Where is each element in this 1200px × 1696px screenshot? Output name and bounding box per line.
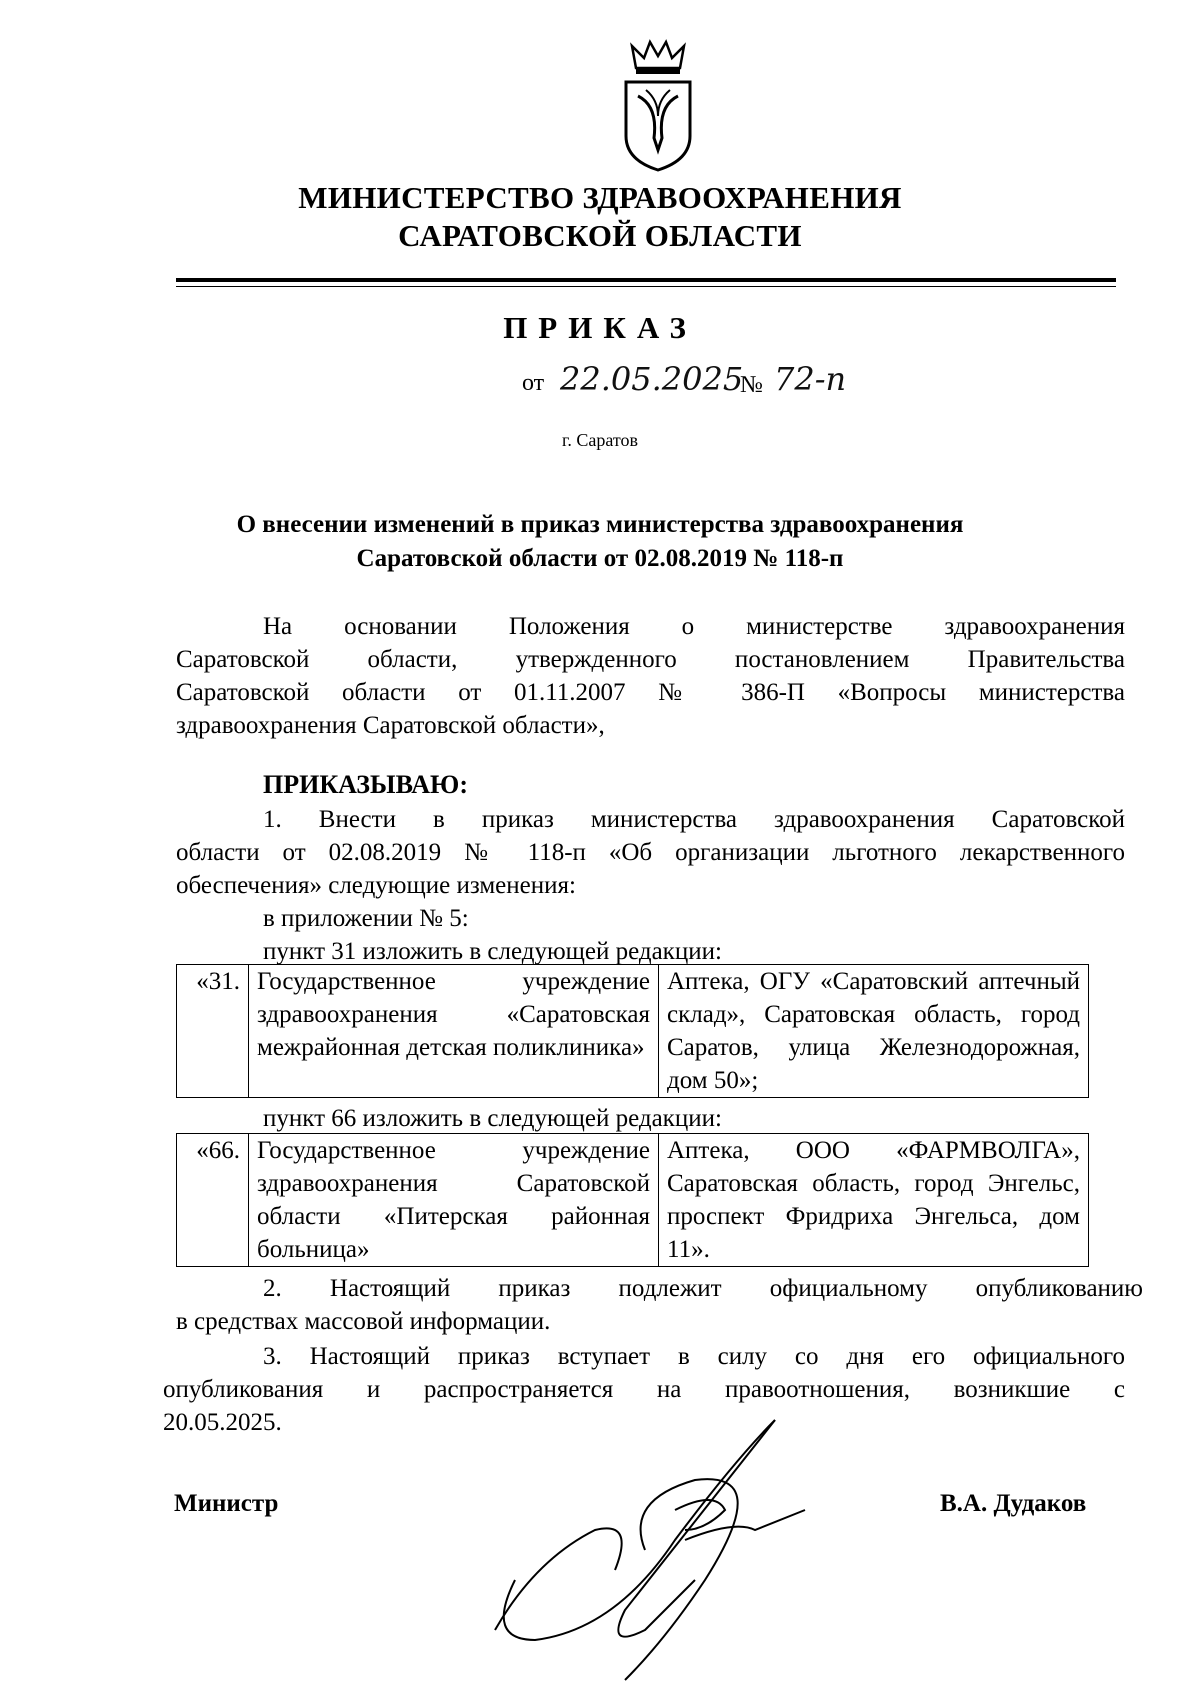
ministry-name-line2: САРАТОВСКОЙ ОБЛАСТИ xyxy=(398,218,802,253)
preamble-line2: Саратовской области, утвержденного постановлением Правительства xyxy=(176,646,1125,673)
point66-number: «66. xyxy=(177,1134,249,1267)
table-row xyxy=(177,965,1089,1098)
header-rule-thick xyxy=(176,278,1116,282)
signatory-title: Министр xyxy=(174,1490,279,1517)
handwritten-signature xyxy=(475,1380,875,1690)
point66-institution: Государственное учреждение здравоохранения Саратовской области «Питерская районная больница» xyxy=(249,1134,659,1267)
point31-intro: пункт 31 изложить в следующей редакции: xyxy=(263,938,722,965)
point66-intro: пункт 66 изложить в следующей редакции: xyxy=(263,1105,722,1132)
document-type: ПРИКАЗ xyxy=(503,310,697,345)
preamble-line4: здравоохранения Саратовской области», xyxy=(176,712,605,739)
preamble-line1: На основании Положения о министерстве здравоохранения xyxy=(263,613,1125,640)
point66-table xyxy=(176,1133,1089,1267)
subject-line2: Саратовской области от 02.08.2019 № 118-п xyxy=(356,545,844,572)
signatory-name: В.А. Дудаков xyxy=(940,1490,1087,1517)
coat-of-arms-emblem xyxy=(618,38,698,173)
item3-line3: 20.05.2025. xyxy=(163,1409,282,1436)
item3-line2: опубликования и распространяется на правоотношения, возникшие с xyxy=(163,1376,1125,1403)
handwritten-number: 72-п xyxy=(774,360,847,398)
point31-table xyxy=(176,964,1089,1098)
item1-line2: области от 02.08.2019 № 118-п «Об организации льготного лекарственного xyxy=(176,839,1125,866)
point66-pharmacy: Аптека, ООО «ФАРМВОЛГА», Саратовская область, город Энгельс, проспект Фридриха Энгельса, дом 11». xyxy=(659,1134,1089,1267)
number-sign: № xyxy=(740,372,763,398)
date-prefix: от xyxy=(522,370,545,396)
city: г. Саратов xyxy=(562,430,638,450)
header-rule-thin xyxy=(176,286,1116,287)
table-row xyxy=(177,1134,1089,1267)
item3-line1: 3. Настоящий приказ вступает в силу со дня его официального xyxy=(263,1343,1125,1370)
point31-number: «31. xyxy=(177,965,249,1098)
item1-line3: обеспечения» следующие изменения: xyxy=(176,872,576,899)
orders-heading: ПРИКАЗЫВАЮ: xyxy=(263,770,468,799)
point31-pharmacy: Аптека, ОГУ «Саратовский аптечный склад», Саратовская область, город Саратов, улица Железнодорожная, дом 50»; xyxy=(659,965,1089,1098)
item2-line2: в средствах массовой информации. xyxy=(176,1308,551,1335)
appendix-ref: в приложении № 5: xyxy=(263,905,469,932)
point31-institution: Государственное учреждение здравоохранения «Саратовская межрайонная детская поликлиника» xyxy=(249,965,659,1098)
item2-line1: 2. Настоящий приказ подлежит официальному опубликованию xyxy=(263,1275,1143,1302)
ministry-name-line1: МИНИСТЕРСТВО ЗДРАВООХРАНЕНИЯ xyxy=(298,180,902,215)
preamble-line3: Саратовской области от 01.11.2007 № 386-П «Вопросы министерства xyxy=(176,679,1125,706)
subject-line1: О внесении изменений в приказ министерства здравоохранения xyxy=(236,511,964,538)
item1-line1: 1. Внести в приказ министерства здравоохранения Саратовской xyxy=(263,806,1125,833)
handwritten-date: 22.05.2025 xyxy=(560,360,744,398)
